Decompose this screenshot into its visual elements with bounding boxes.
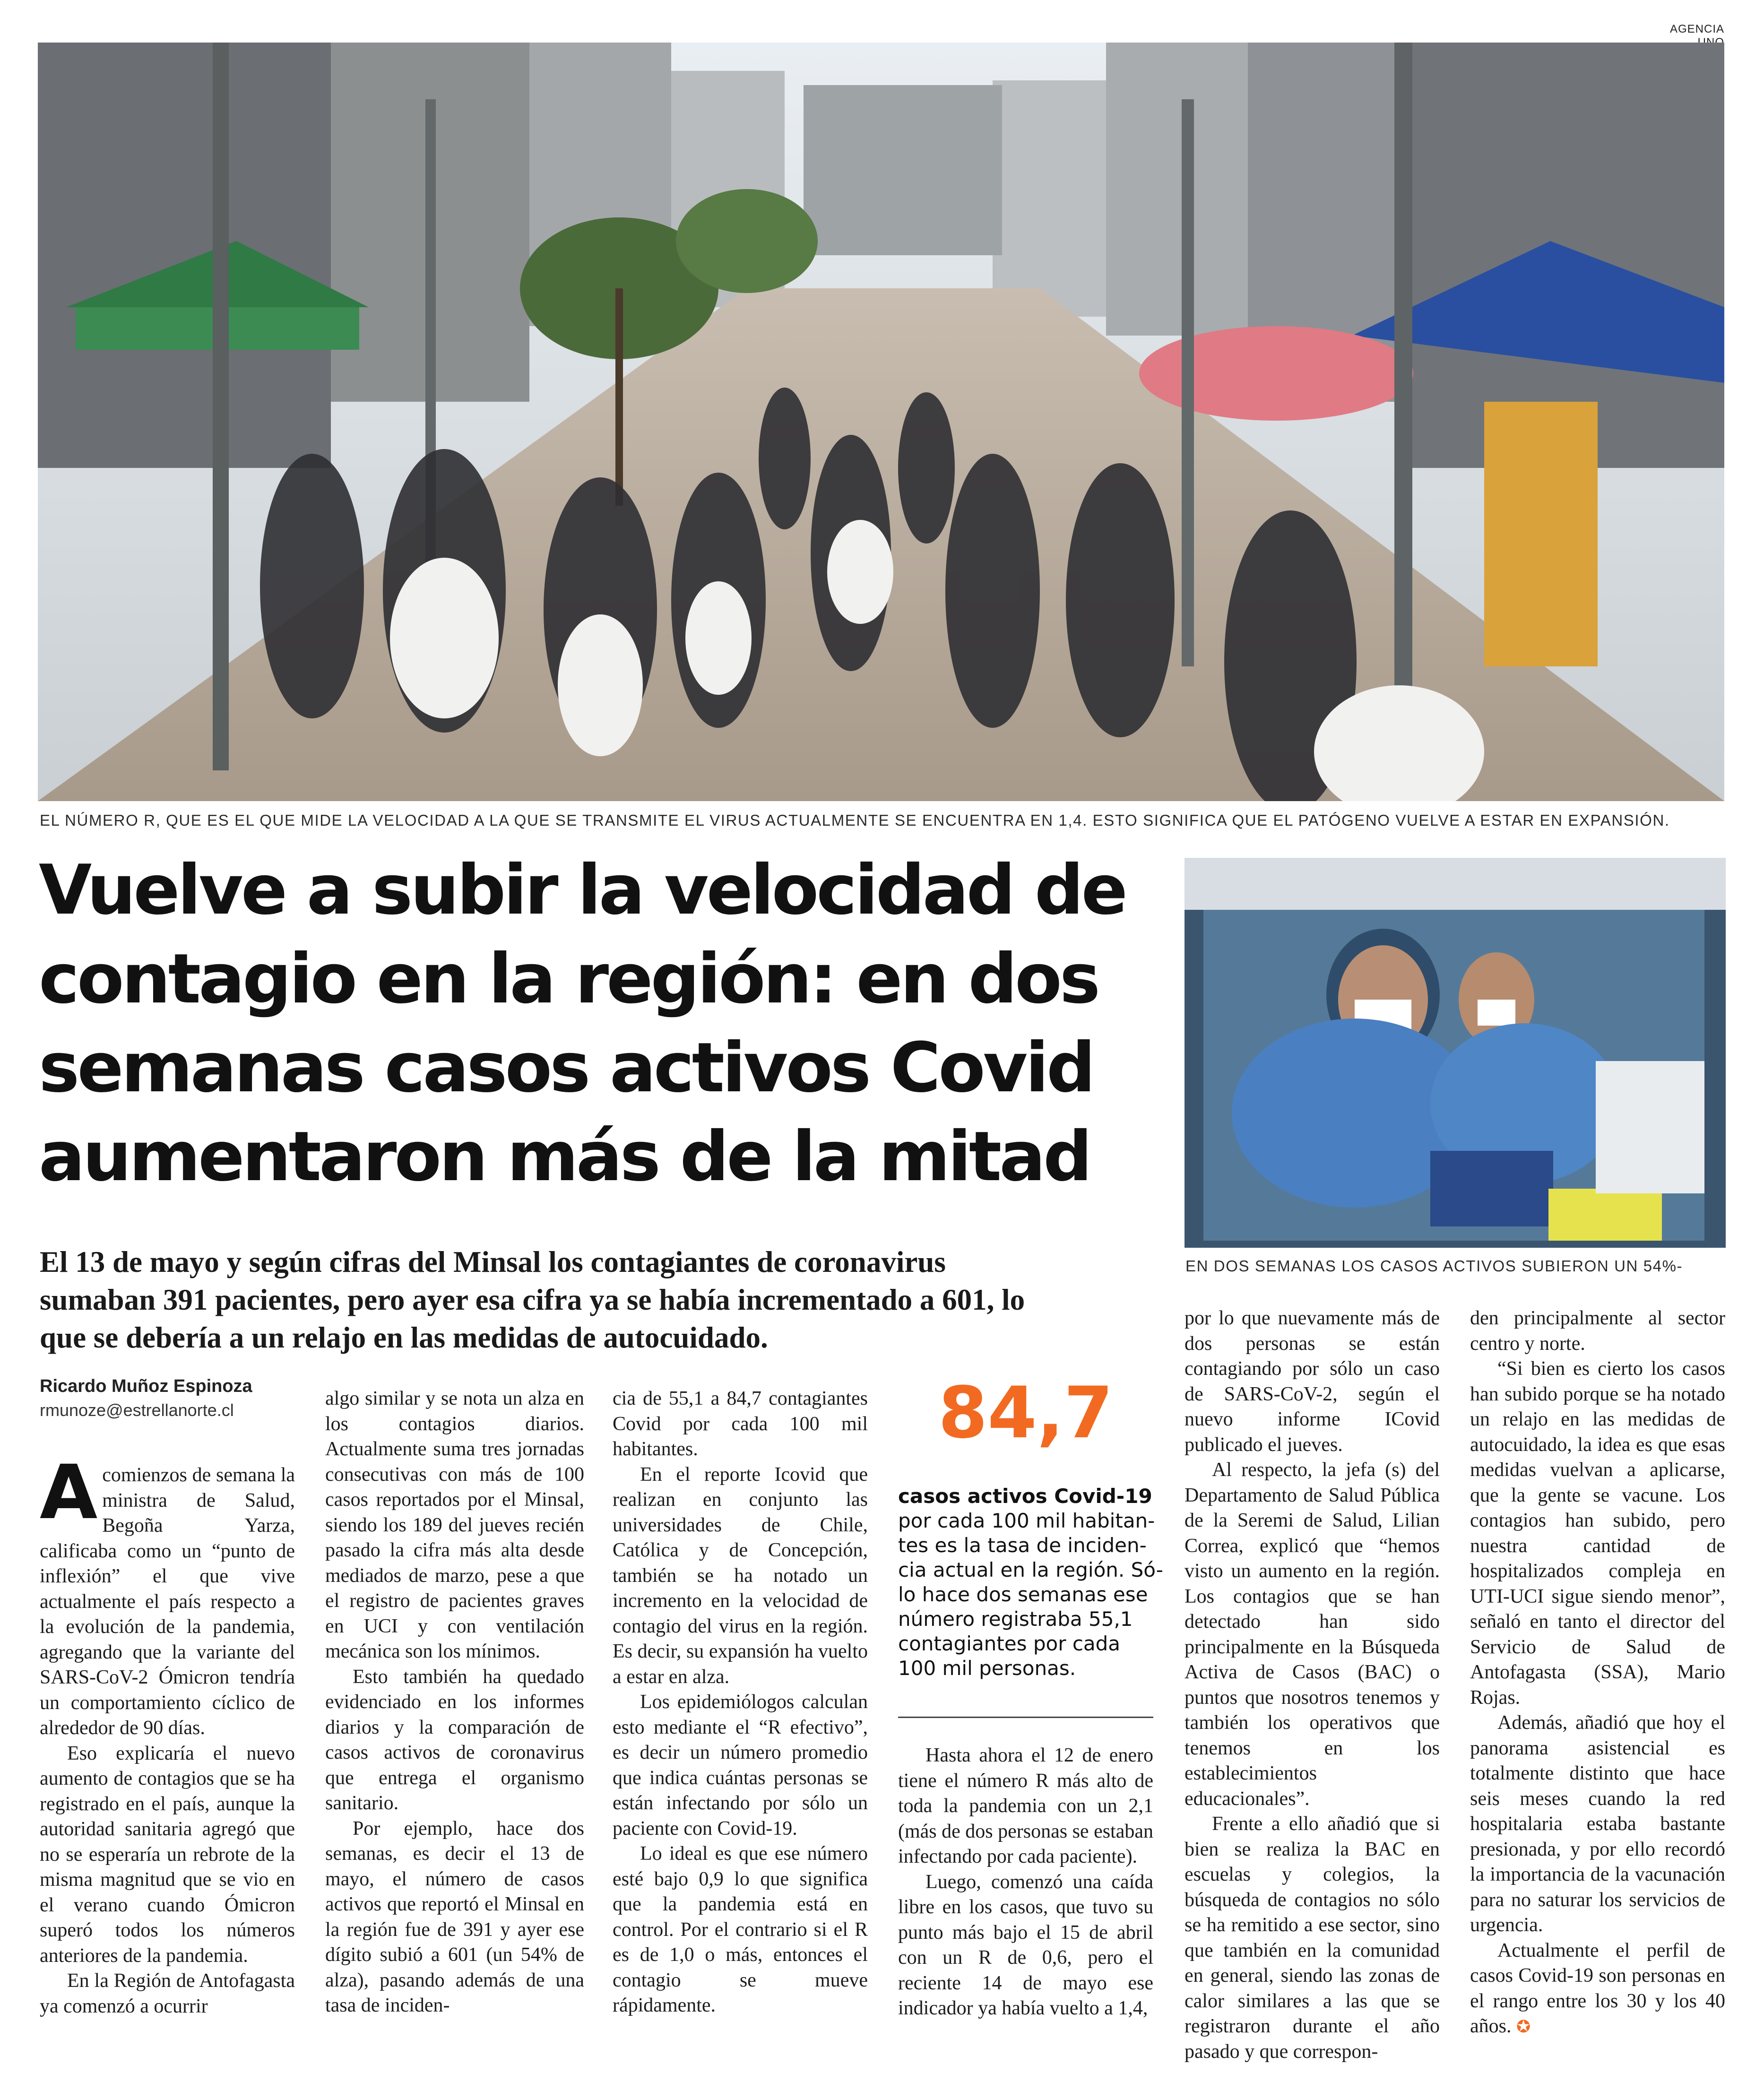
highlight-text (898, 1484, 1163, 1681)
headline-line: Vuelve a subir la velocidad de (39, 850, 1125, 930)
body-paragraph: Por ejemplo, hace dos semanas, es decir el 13 de mayo, el número de casos activos que reportó el Minsal en la región fue de 391 y ayer ese dígito subió a 601 (un 54% de alza), pasando además de una tasa de inciden- (325, 1817, 584, 2016)
highlight-line: número registraba 55,1 (898, 1607, 1133, 1631)
headline (39, 846, 1164, 1201)
headline-line: aumentaron más de la mitad (39, 1117, 1090, 1197)
highlight-line: cia actual en la región. Só- (898, 1558, 1163, 1581)
body-paragraph: Al respecto, la jefa (s) del Departamento de Salud Pública de la Seremi de Salud, Lilian Correa, explicó que “hemos visto un aumento en la región. Los contagios que se han detectado han sido principalmente en la Búsqueda Activa de Casos (BAC) o puntos que nosotros tenemos y también los operativos que tenemos en los establecimientos educacionales”. (1185, 1459, 1440, 1810)
lead-paragraph (40, 1243, 1141, 1356)
body-paragraph: Además, añadió que hoy el panorama asistencial es totalmente distinto que hace seis meses cuando la red hospitalaria estaba bastante presionada, y por ello recordó la importancia de la vacunación para no saturar los servicios de urgencia. (1470, 1712, 1725, 1936)
lead-line: sumaban 391 pacientes, pero ayer esa cifra ya se había incrementado a 601, lo (40, 1283, 1025, 1316)
body-column-5 (1185, 1306, 1440, 2064)
lead-line: que se debería a un relajo en las medidas de autocuidado. (40, 1321, 768, 1354)
drop-cap: A (40, 1449, 98, 1536)
body-paragraph: Lo ideal es que ese número esté bajo 0,9 lo que significa que la pandemia está en control. Por el contrario si el R es de 1,0 o más, entonces el contagio se mueve rápidamente. (613, 1843, 868, 2016)
highlight-line: 100 mil personas. (898, 1657, 1076, 1680)
end-mark-icon: ✪ (1516, 2017, 1531, 2037)
body-column-2 (325, 1386, 584, 2019)
highlight-line: tes es la tasa de inciden- (898, 1534, 1147, 1557)
body-paragraph: por lo que nuevamente más de dos personas se están contagiando por sólo un caso de SARS-CoV-2, según el nuevo informe ICovid publicado el jueves. (1185, 1307, 1440, 1456)
headline-line: contagio en la región: en dos (39, 939, 1098, 1019)
lab-photo-caption: EN DOS SEMANAS LOS CASOS ACTIVOS SUBIERON UN 54%- (1185, 1257, 1683, 1275)
body-column-3 (613, 1386, 868, 2019)
body-paragraph: cia de 55,1 a 84,7 contagiantes Covid por cada 100 mil habitantes. (613, 1388, 868, 1460)
headline-line: semanas casos activos Covid (39, 1028, 1093, 1108)
byline-email[interactable]: rmunoze@estrellanorte.cl (40, 1400, 234, 1420)
body-paragraph: Hasta ahora el 12 de enero tiene el número R más alto de toda la pandemia con un 2,1 (más de dos personas se estaban infectando por cada paciente). (898, 1744, 1154, 1867)
body-paragraph: Actualmente el perfil de casos Covid-19 son personas en el rango entre los 30 y los 40 años. (1470, 1939, 1725, 2037)
lead-line: El 13 de mayo y según cifras del Minsal los contagiantes de coronavirus (40, 1245, 946, 1278)
body-paragraph: Los epidemiólogos calculan esto mediante el “R efectivo”, es decir un número promedio que indica cuántas personas se están infectando por sólo un paciente con Covid-19. (613, 1691, 868, 1839)
main-photo (38, 43, 1724, 801)
body-paragraph: “Si bien es cierto los casos han subido porque se ha notado un relajo en las medidas de autocuidado, la idea es que esas medidas vuelvan a aplicarse, que la gente se vacune. Los contagios han subido, pero nuestra cantidad de hospitalizados compleja en UTI-UCI sigue siendo menor”, señaló en tanto el director del Servicio de Salud de Antofagasta (SSA), Mario Rojas. (1470, 1358, 1725, 1709)
highlight-line: lo hace dos semanas ese (898, 1583, 1148, 1606)
body-paragraph: Esto también ha quedado evidenciado en los informes diarios y la comparación de casos activos de coronavirus que entrega el organismo sanitario. (325, 1666, 584, 1814)
body-column-1 (40, 1449, 295, 2019)
lab-photo (1185, 858, 1726, 1248)
body-paragraph: comienzos de semana la ministra de Salud, Begoña Yarza, calificaba como un “punto de inflexión” el que vive actualmente el país respecto a la evolución de la pandemia, agregando que la variante del SARS-CoV-2 Ómicron tendría un comportamiento cíclico de alrededor de 90 días. (40, 1464, 295, 1739)
body-paragraph: algo similar y se nota un alza en los contagios diarios. Actualmente suma tres jornadas consecutivas con más de 100 casos reportados por el Minsal, siendo los 189 del jueves recién pasado la cifra más alta desde mediados de marzo, pese a que el registro de pacientes graves en UCI y con ventilación mecánica son los mínimos. (325, 1388, 584, 1662)
photo-credit: AGENCIA (1669, 23, 1724, 35)
highlight-line: contagiantes por cada (898, 1632, 1121, 1655)
body-paragraph: Eso explicaría el nuevo aumento de contagios que se ha registrado en el país, aunque la autoridad sanitaria agregó que no se esperaría un rebrote de la misma magnitud que se vio en el verano cuando Ómicron superó todos los números anteriores de la pandemia. (40, 1742, 295, 1967)
body-paragraph: En la Región de Antofagasta ya comenzó a ocurrir (40, 1970, 295, 2017)
body-paragraph: Luego, comenzó una caída libre en los casos, que tuvo su punto más bajo el 15 de abril con un R de 0,6, pero el reciente 14 de mayo ese indicador ya había vuelto a 1,4, (898, 1871, 1153, 2019)
body-paragraph: Frente a ello añadió que si bien se realiza la BAC en escuelas y colegios, la búsqueda de contagios no sólo se ha remitido a ese sector, sino que también en la comunidad en general, siendo las zonas de calor similares a las que se registraron durante el año pasado y que correspon- (1185, 1813, 1440, 2063)
byline-name: Ricardo Muñoz Espinoza (40, 1376, 252, 1396)
body-column-4 (898, 1743, 1153, 2021)
highlight-line: por cada 100 mil habitan- (898, 1509, 1155, 1532)
highlight-number: 84,7 (938, 1372, 1114, 1454)
highlight-line: casos activos Covid-19 (898, 1485, 1152, 1508)
main-photo-caption: EL NÚMERO R, QUE ES EL QUE MIDE LA VELOCIDAD A LA QUE SE TRANSMITE EL VIRUS ACTUALMENTE SE ENCUENTRA EN 1,4. ESTO SIGNIFICA QUE EL PATÓGENO VUELVE A ESTAR EN EXPANSIÓN. (40, 812, 1670, 829)
body-paragraph: den principalmente al sector centro y norte. (1470, 1307, 1725, 1355)
body-column-6 (1470, 1306, 1725, 2040)
body-paragraph: En el reporte Icovid que realizan en conjunto las universidades de Chile, Católica y de Concepción, también se ha notado un incremento en la velocidad de contagio del virus en la región. Es decir, su expansión ha vuelto a estar en alza. (613, 1463, 868, 1688)
highlight-divider (898, 1717, 1153, 1718)
